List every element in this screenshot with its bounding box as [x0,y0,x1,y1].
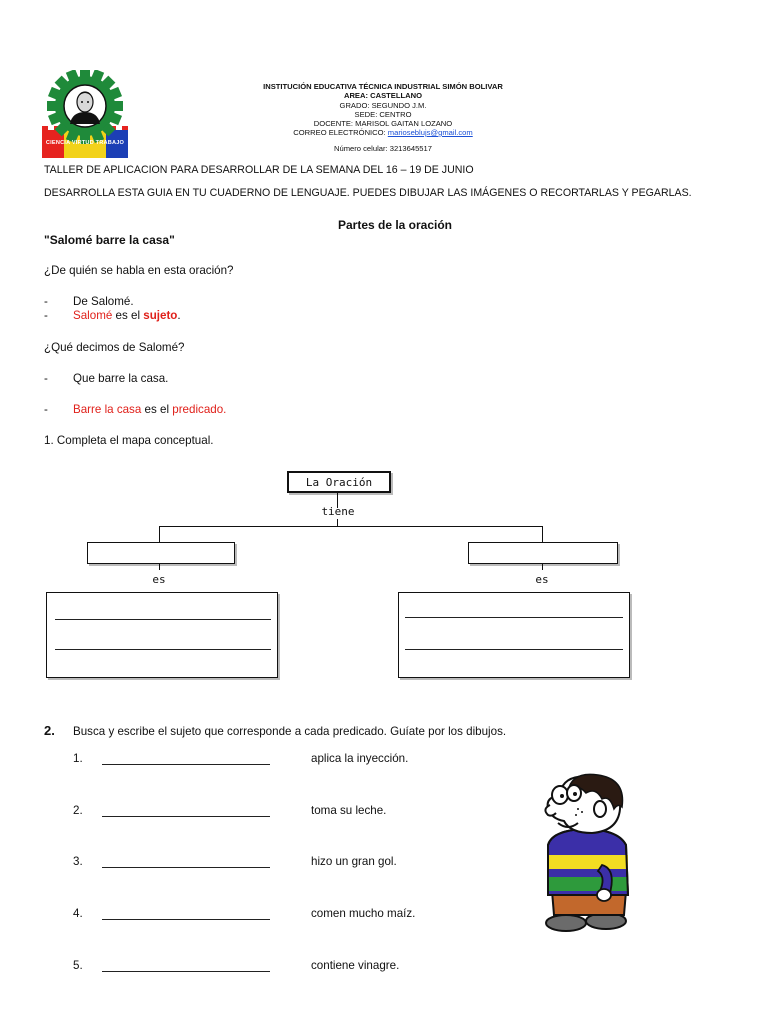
concept-left-answer-box[interactable] [46,592,278,678]
concept-map [40,465,640,680]
campus-info: SEDE: CENTRO [354,110,412,119]
concept-right-connector: es [535,573,549,586]
concept-left-connector: es [152,573,166,586]
area-name: AREA: CASTELLANO [343,91,423,100]
answer-blank-2[interactable] [102,816,270,817]
concept-connector-tiene: tiene [321,505,355,518]
concept-right-answer-box[interactable] [398,592,630,678]
cartoon-boy-illustration [538,773,640,933]
answer-blank-4[interactable] [102,919,270,920]
concept-root-box [287,471,391,493]
teacher-info: DOCENTE: MARISOL GAITAN LOZANO [313,119,453,128]
exercise-2-instruction: Busca y escribe el sujeto que corresponde a cada predicado. Guíate por los dibujos. [73,725,507,738]
logo-motto: CIENCIA VIRTUD TRABAJO [45,140,125,146]
section-title: Partes de la oración [337,218,453,232]
concept-right-box[interactable] [468,542,618,564]
email-info: CORREO ELECTRÓNICO: marioseblujs@gmail.com [293,128,473,137]
grade-info: GRADO: SEGUNDO J.M. [339,101,427,110]
intro-line-1: TALLER DE APLICACION PARA DESARROLLAR DE LA SEMANA DEL 16 – 19 DE JUNIO [44,164,474,176]
concept-left-box[interactable] [87,542,235,564]
q2-answer-2: - Barre la casa es el predicado. [44,403,227,416]
question-2: ¿Qué decimos de Salomé? [44,341,185,354]
school-logo [42,70,128,160]
answer-blank-1[interactable] [102,764,270,765]
q1-answer-2: - Salomé es el sujeto. [44,309,181,322]
question-1: ¿De quién se habla en esta oración? [44,264,234,277]
example-sentence: "Salomé barre la casa" [44,233,175,247]
q1-answer-1: - De Salomé. [44,295,134,308]
exercise-1-title: 1. Completa el mapa conceptual. [44,434,214,447]
exercise-2-number: 2. [44,723,55,738]
institution-name: INSTITUCIÓN EDUCATIVA TÉCNICA INDUSTRIAL SIMÓN BOLIVAR [263,82,503,91]
answer-blank-3[interactable] [102,867,270,868]
intro-line-2: DESARROLLA ESTA GUIA EN TU CUADERNO DE LENGUAJE. PUEDES DIBUJAR LAS IMÁGENES O RECORTARLAS Y PEGARLAS. [44,187,692,199]
q2-answer-1: - Que barre la casa. [44,372,169,385]
phone-info: Número celular: 3213645517 [334,144,432,153]
email-link[interactable]: marioseblujs@gmail.com [387,128,473,137]
concept-root-label: La Oración [305,476,373,489]
answer-blank-5[interactable] [102,971,270,972]
